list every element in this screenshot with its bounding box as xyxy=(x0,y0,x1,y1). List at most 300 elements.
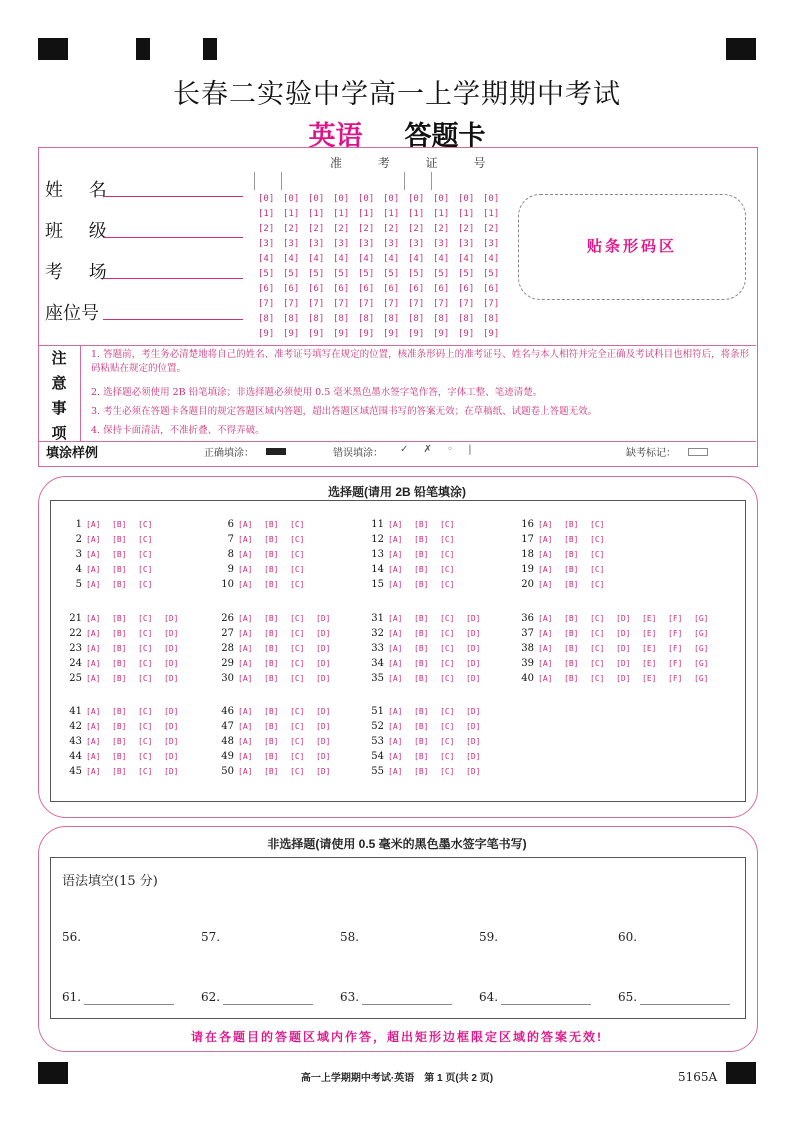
answer-bubble[interactable]: [A] xyxy=(388,565,403,574)
admission-bubble[interactable]: [6] xyxy=(283,284,300,294)
answer-bubble[interactable]: [C] xyxy=(440,722,455,731)
answer-bubble[interactable]: [C] xyxy=(138,737,153,746)
answer-bubble[interactable]: [G] xyxy=(694,659,709,668)
answer-bubble[interactable]: [C] xyxy=(290,707,305,716)
answer-bubble[interactable]: [A] xyxy=(238,565,253,574)
answer-bubble[interactable]: [C] xyxy=(138,535,153,544)
answer-bubble[interactable]: [A] xyxy=(388,535,403,544)
admission-bubble[interactable]: [4] xyxy=(258,254,275,264)
answer-bubble[interactable]: [A] xyxy=(388,722,403,731)
answer-bubble[interactable]: [D] xyxy=(316,767,331,776)
answer-bubble[interactable]: [A] xyxy=(538,629,553,638)
answer-bubble[interactable]: [A] xyxy=(388,614,403,623)
admission-bubble[interactable]: [7] xyxy=(483,299,500,309)
answer-bubble[interactable]: [C] xyxy=(440,767,455,776)
answer-bubble[interactable]: [B] xyxy=(112,629,127,638)
answer-bubble[interactable]: [C] xyxy=(290,767,305,776)
admission-bubble[interactable]: [5] xyxy=(308,269,325,279)
answer-bubble[interactable]: [D] xyxy=(466,707,481,716)
answer-bubble[interactable]: [B] xyxy=(112,520,127,529)
answer-bubble[interactable]: [A] xyxy=(388,737,403,746)
answer-bubble[interactable]: [A] xyxy=(538,644,553,653)
answer-bubble[interactable]: [B] xyxy=(264,580,279,589)
admission-bubble[interactable]: [1] xyxy=(408,209,425,219)
answer-bubble[interactable]: [A] xyxy=(388,520,403,529)
answer-bubble[interactable]: [B] xyxy=(264,722,279,731)
answer-bubble[interactable]: [A] xyxy=(238,520,253,529)
admission-digit-box[interactable] xyxy=(254,172,282,190)
answer-bubble[interactable]: [B] xyxy=(112,674,127,683)
answer-bubble[interactable]: [B] xyxy=(264,535,279,544)
answer-bubble[interactable]: [A] xyxy=(86,535,101,544)
absent-mark-box[interactable] xyxy=(688,448,708,456)
answer-bubble[interactable]: [A] xyxy=(238,535,253,544)
answer-bubble[interactable]: [A] xyxy=(238,614,253,623)
answer-bubble[interactable]: [B] xyxy=(414,565,429,574)
admission-bubble[interactable]: [0] xyxy=(308,194,325,204)
answer-blank[interactable] xyxy=(501,1004,591,1005)
answer-bubble[interactable]: [D] xyxy=(164,674,179,683)
admission-bubble[interactable]: [2] xyxy=(458,224,475,234)
admission-bubble[interactable]: [8] xyxy=(433,314,450,324)
answer-bubble[interactable]: [B] xyxy=(264,565,279,574)
admission-bubble[interactable]: [8] xyxy=(308,314,325,324)
answer-bubble[interactable]: [B] xyxy=(112,737,127,746)
admission-bubble[interactable]: [0] xyxy=(283,194,300,204)
answer-bubble[interactable]: [A] xyxy=(238,674,253,683)
admission-bubble[interactable]: [0] xyxy=(258,194,275,204)
admission-bubble[interactable]: [2] xyxy=(433,224,450,234)
admission-bubble[interactable]: [8] xyxy=(483,314,500,324)
answer-bubble[interactable]: [D] xyxy=(316,737,331,746)
admission-bubble[interactable]: [7] xyxy=(433,299,450,309)
answer-bubble[interactable]: [B] xyxy=(414,580,429,589)
admission-bubble[interactable]: [4] xyxy=(358,254,375,264)
admission-bubble[interactable]: [0] xyxy=(358,194,375,204)
answer-bubble[interactable]: [A] xyxy=(238,752,253,761)
answer-bubble[interactable]: [D] xyxy=(316,707,331,716)
answer-bubble[interactable]: [C] xyxy=(138,674,153,683)
answer-bubble[interactable]: [B] xyxy=(264,550,279,559)
answer-bubble[interactable]: [D] xyxy=(466,614,481,623)
answer-bubble[interactable]: [C] xyxy=(590,644,605,653)
answer-bubble[interactable]: [B] xyxy=(264,767,279,776)
answer-bubble[interactable]: [E] xyxy=(642,629,657,638)
answer-bubble[interactable]: [A] xyxy=(238,722,253,731)
answer-bubble[interactable]: [C] xyxy=(440,737,455,746)
name-field[interactable] xyxy=(45,176,117,202)
answer-bubble[interactable]: [C] xyxy=(590,614,605,623)
answer-bubble[interactable]: [C] xyxy=(290,629,305,638)
answer-bubble[interactable]: [D] xyxy=(164,767,179,776)
answer-bubble[interactable]: [A] xyxy=(238,767,253,776)
answer-bubble[interactable]: [C] xyxy=(590,550,605,559)
answer-bubble[interactable]: [C] xyxy=(290,737,305,746)
answer-bubble[interactable]: [C] xyxy=(138,767,153,776)
answer-bubble[interactable]: [A] xyxy=(86,722,101,731)
answer-bubble[interactable]: [A] xyxy=(86,580,101,589)
answer-bubble[interactable]: [B] xyxy=(264,674,279,683)
exam-room-field[interactable] xyxy=(45,258,117,284)
answer-bubble[interactable]: [C] xyxy=(138,752,153,761)
admission-bubble[interactable]: [1] xyxy=(333,209,350,219)
answer-bubble[interactable]: [D] xyxy=(164,614,179,623)
answer-bubble[interactable]: [B] xyxy=(112,644,127,653)
answer-bubble[interactable]: [A] xyxy=(538,674,553,683)
answer-bubble[interactable]: [A] xyxy=(86,520,101,529)
admission-bubble[interactable]: [8] xyxy=(333,314,350,324)
answer-bubble[interactable]: [E] xyxy=(642,659,657,668)
answer-bubble[interactable]: [C] xyxy=(440,752,455,761)
answer-bubble[interactable]: [C] xyxy=(290,535,305,544)
admission-bubble[interactable]: [4] xyxy=(458,254,475,264)
answer-bubble[interactable]: [G] xyxy=(694,644,709,653)
answer-bubble[interactable]: [A] xyxy=(86,614,101,623)
admission-bubble[interactable]: [3] xyxy=(308,239,325,249)
admission-bubble[interactable]: [9] xyxy=(333,329,350,339)
answer-bubble[interactable]: [A] xyxy=(538,659,553,668)
answer-bubble[interactable]: [D] xyxy=(466,767,481,776)
answer-bubble[interactable]: [D] xyxy=(164,644,179,653)
answer-bubble[interactable]: [F] xyxy=(668,629,683,638)
answer-bubble[interactable]: [F] xyxy=(668,644,683,653)
answer-bubble[interactable]: [B] xyxy=(564,565,579,574)
answer-bubble[interactable]: [C] xyxy=(138,520,153,529)
admission-bubble[interactable]: [1] xyxy=(358,209,375,219)
answer-bubble[interactable]: [D] xyxy=(316,659,331,668)
answer-bubble[interactable]: [C] xyxy=(290,644,305,653)
admission-bubble[interactable]: [9] xyxy=(458,329,475,339)
answer-bubble[interactable]: [B] xyxy=(264,659,279,668)
answer-bubble[interactable]: [B] xyxy=(564,535,579,544)
answer-bubble[interactable]: [A] xyxy=(238,580,253,589)
answer-bubble[interactable]: [A] xyxy=(86,707,101,716)
answer-bubble[interactable]: [C] xyxy=(590,520,605,529)
answer-bubble[interactable]: [A] xyxy=(86,644,101,653)
admission-bubble[interactable]: [2] xyxy=(333,224,350,234)
admission-bubble[interactable]: [0] xyxy=(433,194,450,204)
answer-bubble[interactable]: [B] xyxy=(264,644,279,653)
admission-bubble[interactable]: [6] xyxy=(458,284,475,294)
answer-bubble[interactable]: [C] xyxy=(290,722,305,731)
admission-bubble[interactable]: [7] xyxy=(283,299,300,309)
answer-bubble[interactable]: [D] xyxy=(466,659,481,668)
answer-bubble[interactable]: [A] xyxy=(86,752,101,761)
admission-bubble[interactable]: [7] xyxy=(408,299,425,309)
answer-bubble[interactable]: [B] xyxy=(112,767,127,776)
answer-bubble[interactable]: [C] xyxy=(290,550,305,559)
answer-bubble[interactable]: [E] xyxy=(642,674,657,683)
answer-bubble[interactable]: [A] xyxy=(388,659,403,668)
answer-bubble[interactable]: [E] xyxy=(642,644,657,653)
answer-bubble[interactable]: [B] xyxy=(264,629,279,638)
answer-bubble[interactable]: [C] xyxy=(290,520,305,529)
admission-bubble[interactable]: [8] xyxy=(458,314,475,324)
answer-bubble[interactable]: [B] xyxy=(112,580,127,589)
answer-bubble[interactable]: [F] xyxy=(668,614,683,623)
answer-bubble[interactable]: [C] xyxy=(138,580,153,589)
answer-bubble[interactable]: [A] xyxy=(538,614,553,623)
answer-bubble[interactable]: [A] xyxy=(538,550,553,559)
answer-bubble[interactable]: [C] xyxy=(440,565,455,574)
admission-bubble[interactable]: [0] xyxy=(458,194,475,204)
answer-bubble[interactable]: [A] xyxy=(238,644,253,653)
admission-bubble[interactable]: [1] xyxy=(483,209,500,219)
answer-bubble[interactable]: [C] xyxy=(590,659,605,668)
admission-bubble[interactable]: [0] xyxy=(383,194,400,204)
answer-bubble[interactable]: [C] xyxy=(138,565,153,574)
answer-bubble[interactable]: [D] xyxy=(616,659,631,668)
answer-bubble[interactable]: [A] xyxy=(388,629,403,638)
answer-bubble[interactable]: [B] xyxy=(564,659,579,668)
admission-bubble[interactable]: [9] xyxy=(383,329,400,339)
admission-bubble[interactable]: [0] xyxy=(483,194,500,204)
admission-bubble[interactable]: [9] xyxy=(408,329,425,339)
admission-bubble[interactable]: [6] xyxy=(383,284,400,294)
admission-bubble[interactable]: [3] xyxy=(433,239,450,249)
answer-bubble[interactable]: [C] xyxy=(440,707,455,716)
answer-bubble[interactable]: [A] xyxy=(538,580,553,589)
admission-bubble[interactable]: [6] xyxy=(308,284,325,294)
answer-bubble[interactable]: [B] xyxy=(264,614,279,623)
admission-bubble[interactable]: [4] xyxy=(333,254,350,264)
answer-bubble[interactable]: [C] xyxy=(290,659,305,668)
admission-bubble[interactable]: [7] xyxy=(358,299,375,309)
admission-bubble[interactable]: [7] xyxy=(333,299,350,309)
admission-bubble[interactable]: [2] xyxy=(408,224,425,234)
answer-bubble[interactable]: [E] xyxy=(642,614,657,623)
answer-bubble[interactable]: [D] xyxy=(616,674,631,683)
admission-bubble[interactable]: [2] xyxy=(308,224,325,234)
answer-bubble[interactable]: [D] xyxy=(164,752,179,761)
answer-bubble[interactable]: [C] xyxy=(590,629,605,638)
admission-bubble[interactable]: [6] xyxy=(358,284,375,294)
answer-bubble[interactable]: [B] xyxy=(564,674,579,683)
answer-bubble[interactable]: [B] xyxy=(564,520,579,529)
admission-bubble[interactable]: [8] xyxy=(258,314,275,324)
answer-bubble[interactable]: [C] xyxy=(138,550,153,559)
answer-bubble[interactable]: [B] xyxy=(564,644,579,653)
admission-bubble[interactable]: [9] xyxy=(258,329,275,339)
answer-bubble[interactable]: [G] xyxy=(694,614,709,623)
admission-bubble[interactable]: [6] xyxy=(333,284,350,294)
admission-bubble[interactable]: [1] xyxy=(433,209,450,219)
admission-bubble[interactable]: [0] xyxy=(333,194,350,204)
admission-bubble[interactable]: [8] xyxy=(283,314,300,324)
answer-bubble[interactable]: [B] xyxy=(414,674,429,683)
answer-bubble[interactable]: [G] xyxy=(694,629,709,638)
answer-bubble[interactable]: [C] xyxy=(440,644,455,653)
admission-bubble[interactable]: [1] xyxy=(458,209,475,219)
answer-bubble[interactable]: [C] xyxy=(440,535,455,544)
answer-bubble[interactable]: [B] xyxy=(414,722,429,731)
answer-bubble[interactable]: [A] xyxy=(238,550,253,559)
answer-bubble[interactable]: [D] xyxy=(466,752,481,761)
admission-bubble[interactable]: [5] xyxy=(258,269,275,279)
admission-bubble[interactable]: [6] xyxy=(258,284,275,294)
admission-bubble[interactable]: [4] xyxy=(483,254,500,264)
admission-bubble[interactable]: [1] xyxy=(258,209,275,219)
answer-bubble[interactable]: [C] xyxy=(290,565,305,574)
admission-bubble[interactable]: [1] xyxy=(308,209,325,219)
answer-bubble[interactable]: [D] xyxy=(164,659,179,668)
answer-bubble[interactable]: [D] xyxy=(466,629,481,638)
answer-bubble[interactable]: [A] xyxy=(388,707,403,716)
answer-bubble[interactable]: [C] xyxy=(290,752,305,761)
answer-bubble[interactable]: [C] xyxy=(138,722,153,731)
answer-bubble[interactable]: [G] xyxy=(694,674,709,683)
answer-bubble[interactable]: [C] xyxy=(590,535,605,544)
admission-bubble[interactable]: [7] xyxy=(458,299,475,309)
admission-bubble[interactable]: [4] xyxy=(283,254,300,264)
answer-bubble[interactable]: [D] xyxy=(466,644,481,653)
admission-bubble[interactable]: [1] xyxy=(383,209,400,219)
answer-bubble[interactable]: [A] xyxy=(86,737,101,746)
answer-bubble[interactable]: [B] xyxy=(414,550,429,559)
admission-bubble[interactable]: [9] xyxy=(283,329,300,339)
answer-bubble[interactable]: [C] xyxy=(590,565,605,574)
admission-bubble[interactable]: [2] xyxy=(283,224,300,234)
answer-bubble[interactable]: [C] xyxy=(590,580,605,589)
answer-blank[interactable] xyxy=(84,1004,174,1005)
answer-bubble[interactable]: [C] xyxy=(440,520,455,529)
answer-bubble[interactable]: [A] xyxy=(388,674,403,683)
answer-bubble[interactable]: [B] xyxy=(112,707,127,716)
answer-bubble[interactable]: [C] xyxy=(138,707,153,716)
admission-bubble[interactable]: [5] xyxy=(383,269,400,279)
admission-bubble[interactable]: [3] xyxy=(333,239,350,249)
answer-bubble[interactable]: [A] xyxy=(388,644,403,653)
admission-bubble[interactable]: [6] xyxy=(408,284,425,294)
answer-bubble[interactable]: [D] xyxy=(164,737,179,746)
answer-bubble[interactable]: [D] xyxy=(164,722,179,731)
answer-bubble[interactable]: [D] xyxy=(466,722,481,731)
answer-bubble[interactable]: [A] xyxy=(238,737,253,746)
answer-bubble[interactable]: [C] xyxy=(590,674,605,683)
answer-bubble[interactable]: [D] xyxy=(316,614,331,623)
answer-bubble[interactable]: [D] xyxy=(616,629,631,638)
admission-bubble[interactable]: [5] xyxy=(483,269,500,279)
admission-bubble[interactable]: [9] xyxy=(483,329,500,339)
answer-bubble[interactable]: [D] xyxy=(316,629,331,638)
answer-blank[interactable] xyxy=(640,1004,730,1005)
answer-bubble[interactable]: [D] xyxy=(164,707,179,716)
admission-bubble[interactable]: [5] xyxy=(333,269,350,279)
answer-bubble[interactable]: [C] xyxy=(138,644,153,653)
answer-bubble[interactable]: [A] xyxy=(388,767,403,776)
admission-bubble[interactable]: [9] xyxy=(358,329,375,339)
admission-bubble[interactable]: [5] xyxy=(458,269,475,279)
answer-bubble[interactable]: [B] xyxy=(414,535,429,544)
admission-bubble[interactable]: [6] xyxy=(433,284,450,294)
answer-bubble[interactable]: [C] xyxy=(290,580,305,589)
admission-bubble[interactable]: [5] xyxy=(408,269,425,279)
answer-bubble[interactable]: [A] xyxy=(86,629,101,638)
answer-bubble[interactable]: [A] xyxy=(238,707,253,716)
answer-bubble[interactable]: [A] xyxy=(538,520,553,529)
answer-bubble[interactable]: [A] xyxy=(388,550,403,559)
admission-bubble[interactable]: [7] xyxy=(258,299,275,309)
answer-bubble[interactable]: [B] xyxy=(112,535,127,544)
answer-bubble[interactable]: [B] xyxy=(414,737,429,746)
answer-bubble[interactable]: [B] xyxy=(564,580,579,589)
answer-bubble[interactable]: [B] xyxy=(112,659,127,668)
admission-bubble[interactable]: [3] xyxy=(258,239,275,249)
answer-bubble[interactable]: [C] xyxy=(440,659,455,668)
answer-bubble[interactable]: [C] xyxy=(440,674,455,683)
answer-bubble[interactable]: [A] xyxy=(238,659,253,668)
answer-bubble[interactable]: [B] xyxy=(414,767,429,776)
answer-bubble[interactable]: [D] xyxy=(616,644,631,653)
answer-bubble[interactable]: [B] xyxy=(264,520,279,529)
answer-bubble[interactable]: [B] xyxy=(414,614,429,623)
answer-bubble[interactable]: [C] xyxy=(138,614,153,623)
admission-bubble[interactable]: [3] xyxy=(408,239,425,249)
admission-bubble[interactable]: [7] xyxy=(383,299,400,309)
answer-bubble[interactable]: [C] xyxy=(138,659,153,668)
admission-bubble[interactable]: [3] xyxy=(483,239,500,249)
admission-bubble[interactable]: [5] xyxy=(358,269,375,279)
answer-bubble[interactable]: [A] xyxy=(86,550,101,559)
answer-bubble[interactable]: [C] xyxy=(440,614,455,623)
admission-bubble[interactable]: [4] xyxy=(383,254,400,264)
answer-bubble[interactable]: [B] xyxy=(112,565,127,574)
admission-bubble[interactable]: [4] xyxy=(308,254,325,264)
admission-bubble[interactable]: [2] xyxy=(483,224,500,234)
answer-bubble[interactable]: [C] xyxy=(440,580,455,589)
admission-bubble[interactable]: [5] xyxy=(283,269,300,279)
class-field[interactable] xyxy=(45,217,117,243)
answer-bubble[interactable]: [D] xyxy=(316,722,331,731)
answer-bubble[interactable]: [A] xyxy=(86,659,101,668)
answer-blank[interactable] xyxy=(362,1004,452,1005)
admission-bubble[interactable]: [3] xyxy=(283,239,300,249)
answer-bubble[interactable]: [C] xyxy=(290,614,305,623)
admission-bubble[interactable]: [9] xyxy=(308,329,325,339)
answer-bubble[interactable]: [B] xyxy=(112,614,127,623)
answer-bubble[interactable]: [B] xyxy=(112,752,127,761)
answer-bubble[interactable]: [A] xyxy=(86,767,101,776)
admission-bubble[interactable]: [8] xyxy=(383,314,400,324)
answer-bubble[interactable]: [A] xyxy=(238,629,253,638)
admission-bubble-grid[interactable] xyxy=(258,194,508,344)
answer-bubble[interactable]: [B] xyxy=(414,644,429,653)
answer-bubble[interactable]: [C] xyxy=(440,550,455,559)
answer-bubble[interactable]: [B] xyxy=(264,737,279,746)
admission-bubble[interactable]: [1] xyxy=(283,209,300,219)
answer-bubble[interactable]: [D] xyxy=(316,644,331,653)
answer-blank[interactable] xyxy=(223,1004,313,1005)
answer-bubble[interactable]: [D] xyxy=(466,674,481,683)
answer-bubble[interactable]: [B] xyxy=(264,707,279,716)
answer-bubble[interactable]: [B] xyxy=(112,722,127,731)
admission-bubble[interactable]: [3] xyxy=(358,239,375,249)
admission-bubble[interactable]: [2] xyxy=(383,224,400,234)
answer-bubble[interactable]: [B] xyxy=(564,614,579,623)
admission-bubble[interactable]: [8] xyxy=(408,314,425,324)
seat-field[interactable] xyxy=(45,299,99,325)
answer-bubble[interactable]: [C] xyxy=(138,629,153,638)
answer-bubble[interactable]: [C] xyxy=(440,629,455,638)
admission-bubble[interactable]: [3] xyxy=(458,239,475,249)
answer-bubble[interactable]: [B] xyxy=(414,752,429,761)
answer-bubble[interactable]: [D] xyxy=(616,614,631,623)
admission-bubble[interactable]: [3] xyxy=(383,239,400,249)
answer-bubble[interactable]: [D] xyxy=(316,752,331,761)
admission-bubble[interactable]: [7] xyxy=(308,299,325,309)
answer-bubble[interactable]: [A] xyxy=(86,674,101,683)
admission-bubble[interactable]: [9] xyxy=(433,329,450,339)
